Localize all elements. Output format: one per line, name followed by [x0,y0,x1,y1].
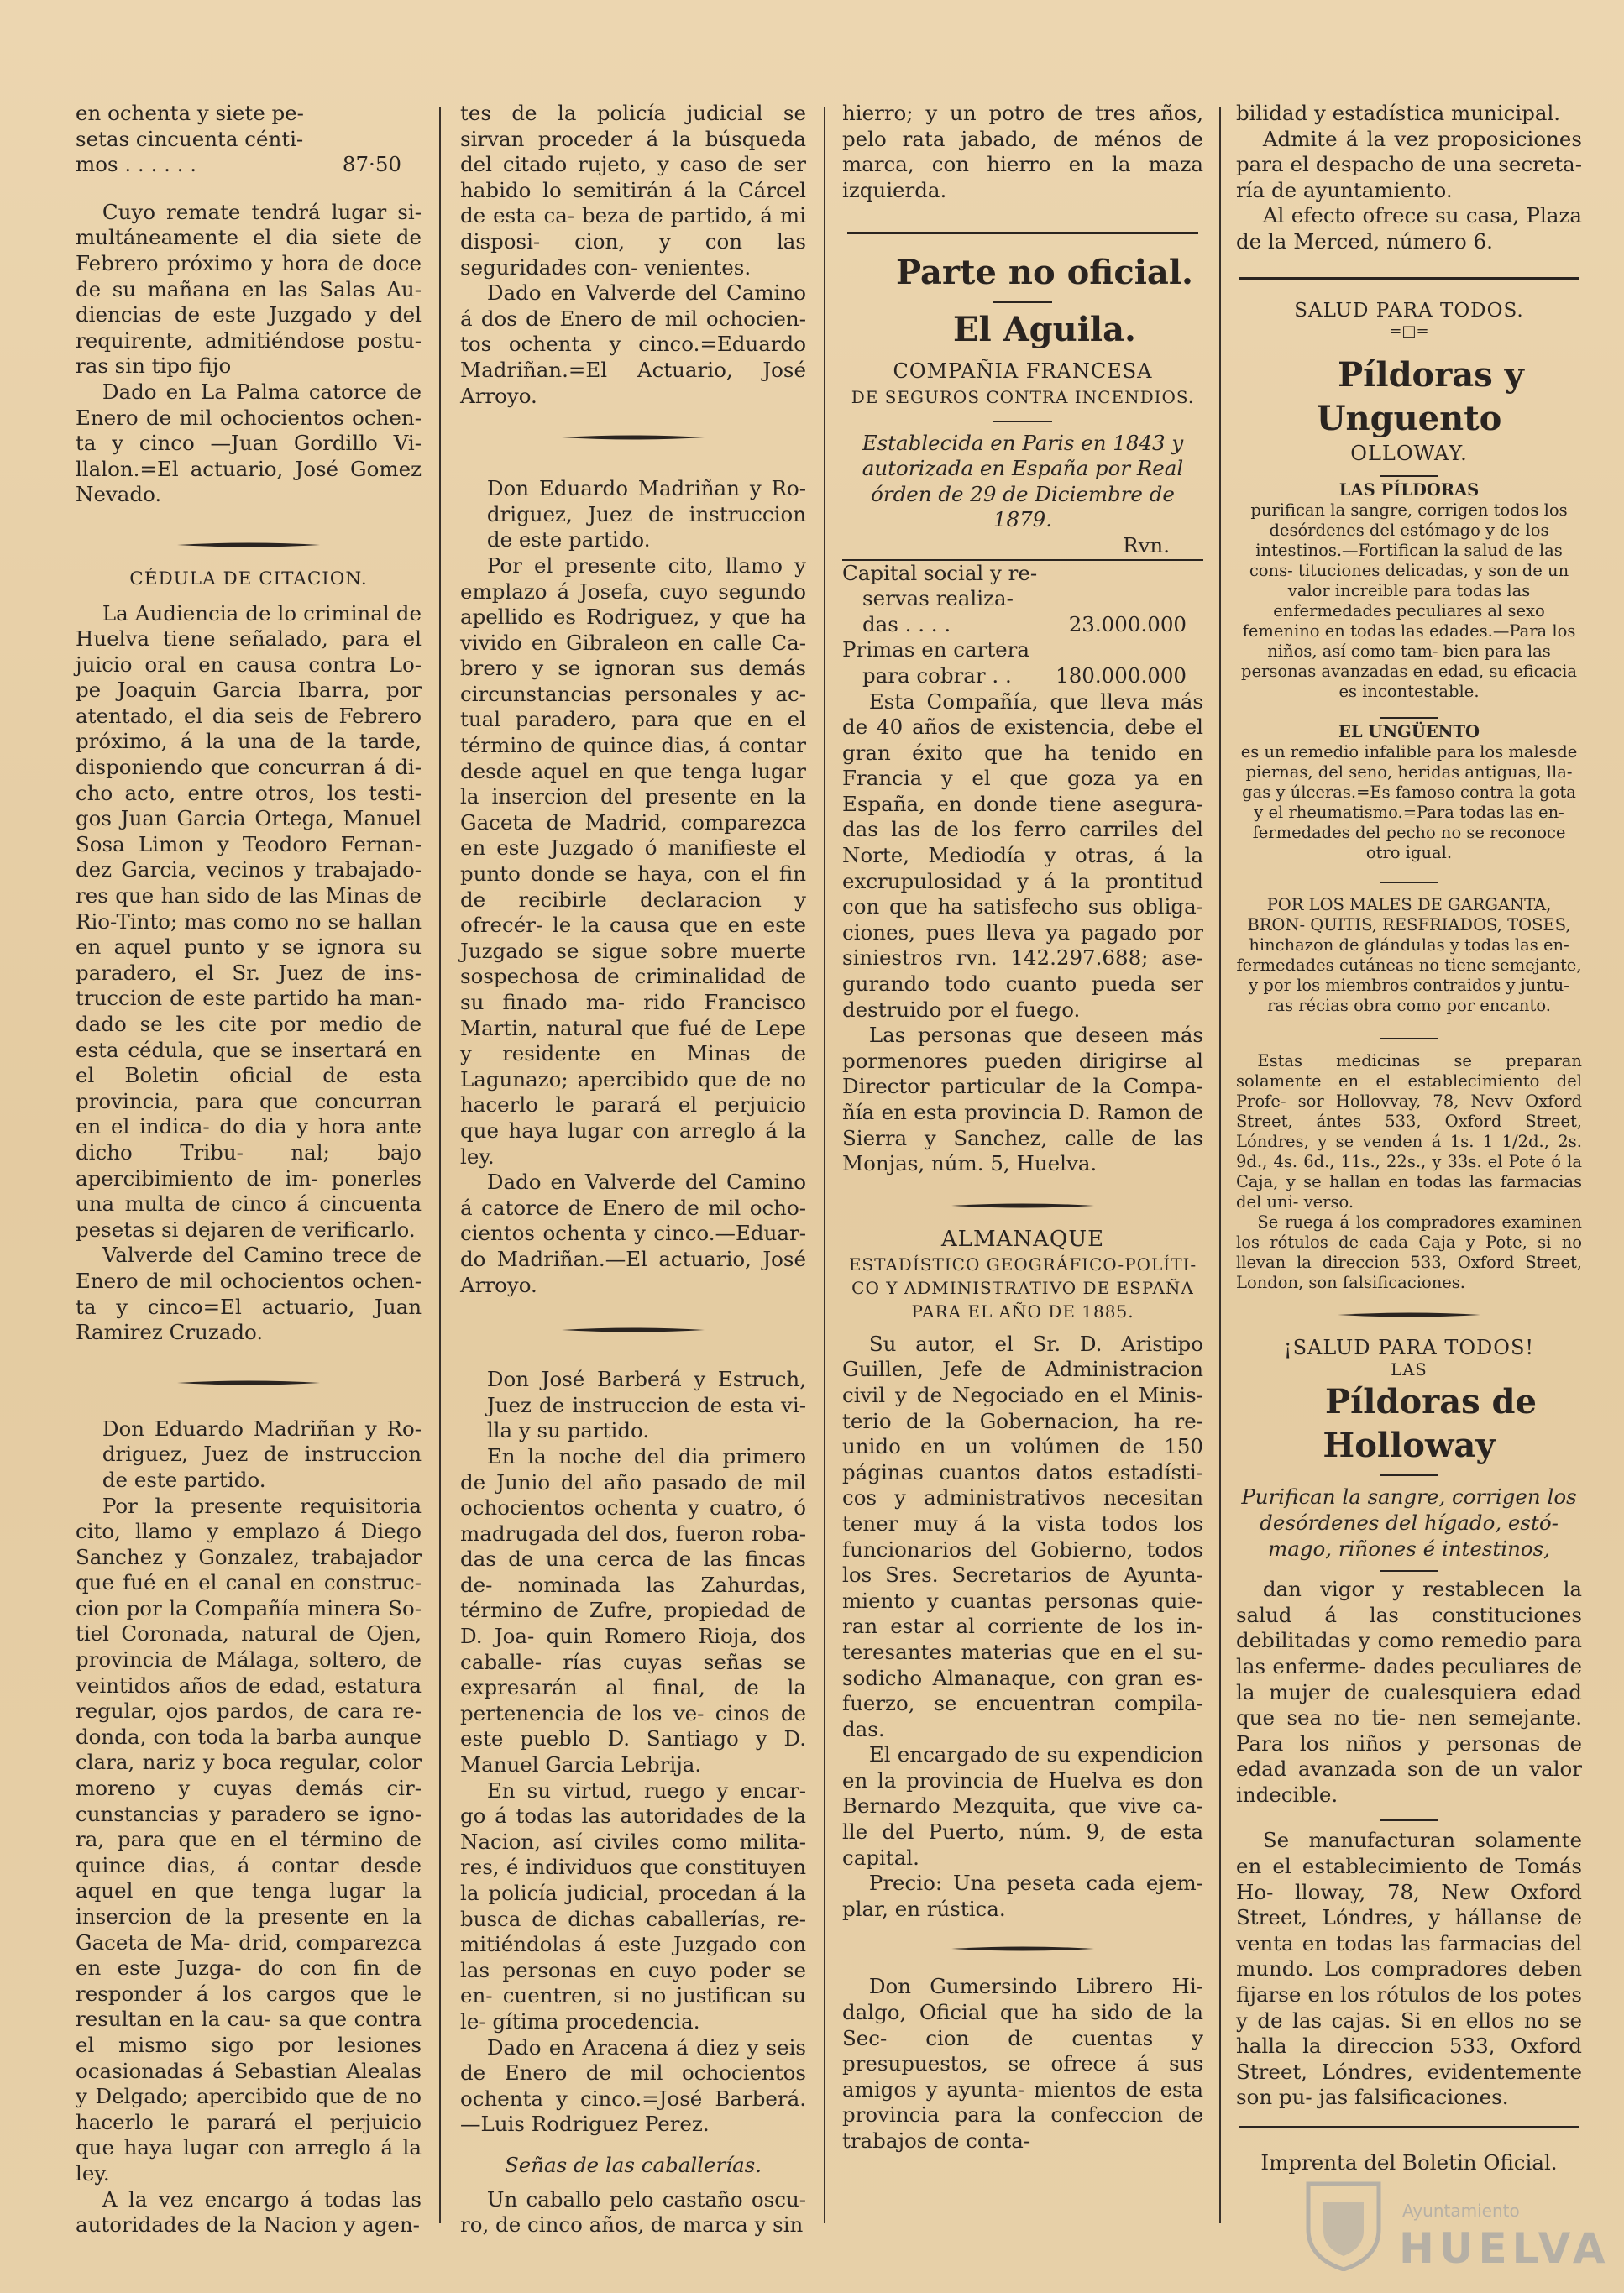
ad-paragraph: es un remedio infalible para los malesde piernas, del seno, heridas antiguas, lla- gas y úlceras.=Es famoso contra la gota y el rheumatismo.=Para todas las en- fermedades del pecho no se reconoce otro igual. [1240,741,1578,862]
column-rule [439,107,441,2223]
paragraph: A la vez encargo á todas las autoridades de la Nacion y agen- [76,2186,422,2238]
paragraph-heading: Don Eduardo Madriñan y Ro- driguez, Juez de instruccion de este partido. [486,476,806,552]
paragraph: Valverde del Camino trece de Enero de mil ochocientos ochen- ta y cinco=El actuario, Juan Ramirez Cruzado. [76,1243,422,1345]
amount-value: 180.000.000 [1056,662,1187,688]
paragraph: En su virtud, ruego y encar- go á todas las autoridades de la Nacion, así civiles como milita- res, é individuos que constituyen la policía judicial, procedan á la busca de dichas caballerías, re- mitiéndolas á este Juzgado con las personas en cuyo poder se en- cuentren, si no justifican su le- gítima procedencia. [460,1777,806,2034]
amount-value: 87·50 [342,152,401,177]
ad-heading: Píldoras de Holloway [1323,1382,1537,1466]
paragraph: Precio: Una peseta cada ejem- plar, en rústica. [842,1871,1203,1921]
company-subtitle: DE SEGUROS CONTRA INCENDIOS. [851,386,1195,407]
ornament-rule [177,1379,320,1386]
text-line: setas cincuenta cénti- [76,126,304,151]
paragraph: Dado en Valverde del Camino á dos de Enero de mil ochocien- tos ochenta y cinco.=Eduardo Madriñan.=El Actuario, José Arroyo. [460,280,806,408]
short-rule [1380,1038,1438,1039]
paragraph: Don Gumersindo Librero Hi- dalgo, Oficial que ha sido de la Sec- cion de cuentas y presupuestos, se ofrece á sus amigos y ayunta- mientos de esta provincia para la confeccion de trabajos de conta- [842,1974,1203,2153]
paragraph-heading: Don José Barberá y Estruch, Juez de instruccion de esta vi- lla y su partido. [486,1367,806,1443]
amount-label: para cobrar . . [862,662,1012,688]
column-3 [842,101,1203,2154]
ad-section-title: EL UNGÜENTO [1338,721,1480,741]
short-rule [1380,717,1438,719]
column-4 [1236,101,1582,2176]
ad-paragraph: Se ruega á los compradores examinen los rótulos de cada Caja y Pote, si no llevan la direccion 533, Oxford Street, London, son falsificaciones. [1236,1212,1582,1292]
ad-paragraph: POR LOS MALES DE GARGANTA, BRON- QUITIS, RESFRIADOS, TOSES, hinchazon de glándulas y todas las en- fermedades cutáneas no tiene semejante, y por los miembros contraidos y juntu- ras récias obra como por encanto. [1236,894,1582,1015]
ad-title: SALUD PARA TODOS. [1294,299,1524,322]
ad-paragraph: Se manufacturan solamente en el establecimiento de Tomás Ho- lloway, 78, New Oxford Street, Lóndres, y hállanse de venta en todas las farmacias del mundo. Los compradores deben fijarse en los rótulos de los potes y de las cajas. Si en ellos no se halla la direccion 533, Oxford Street, Lóndres, evidentemente son pu- jas falsificaciones. [1236,1828,1582,2110]
section-title: CÉDULA DE CITACION. [129,568,368,589]
section-rule [847,232,1198,234]
paragraph: En la noche del dia primero de Junio del año pasado de mil ochocientos ochenta y cuatro, ó madrugada del dos, fueron roba- das de una cerca de las fincas de- nominada las Zahurdas, término de Zufre, propiedad de D. Joa- quin Romero Rioja, dos caballe- rías cuyas señas se expresarán al final, de la pertenencia de los ve- cinos de este pueblo D. Santiago y D. Manuel Garcia Lebrija. [460,1443,806,1777]
ad-paragraph: purifican la sangre, corrigen todos los desórdenes del estómago y de los intestinos.—Fortifican la salud de las cons- tituciones delicadas, y son de un valor increible para todas las enfermedades peculiares al sexo femenino en todas las edades.—Para los niños, así como tam- bien para las personas avanzadas en edad, su eficacia es incontestable. [1241,500,1577,701]
watermark-subtext: Ayuntamiento [1402,2201,1520,2221]
ornament-rule [951,1202,1094,1209]
ornament-rule [951,1945,1094,1952]
column-2 [460,101,806,2238]
paragraph: Cuyo remate tendrá lugar si- multáneamente el dia siete de Febrero próximo y hora de doce de su mañana en las Salas Au- diencias de este Juzgado y del requirente, admitiéndose postu- ras sin tipo fijo [76,199,422,379]
text-line: servas realiza- [862,586,1014,611]
paragraph: hierro; y un potro de tres años, pelo rata jabado, de ménos de marca, con hierro en la maza izquierda. [842,101,1203,202]
amount-row [842,663,1203,689]
paragraph: Su autor, el Sr. D. Aristipo Guillen, Jefe de Administracion civil y de Negociado en el Minis- terio de la Gobernacion, ha re- unido en un volúmen de 150 páginas cuantos datos estadísti- cos y administrativos necesitan tener muy á la vista todos los funcionarios del Gobierno, todos los Sres. Secretarios de Ayunta- miento y cuantas personas quie- ran estar al corriente de los in- teresantes materias que en el su- sodicho Almanaque, con gran es- fuerzo, se encuentran compila- das. [842,1331,1203,1741]
ornament-rule [562,434,705,441]
text-line: Primas en cartera [842,637,1030,662]
amount-label: mos . . . . . . [76,152,197,177]
column-rule [1219,107,1221,2223]
ornament-rule [177,542,320,548]
short-rule [993,421,1052,422]
paragraph: Por el presente cito, llamo y emplazo á Josefa, cuyo segundo apellido es Rodriguez, y que ha vivido en Gibraleon en calle Ca- brero y se ignoran sus demás circunstancias personales y ac- tual paradero, para que en el término de quince dias, á contar desde aquel en que tenga lugar la insercion del presente en la Gaceta de Madrid, comparezca en este Juzgado ó manifieste el punto donde se haya, con el fin de recibirle declaracion y ofrecér- le la causa que en este Juzgado se sigue sobre muerte sospechosa de criminalidad de su finado ma- rido Francisco Martin, natural que fué de Lepe y residente en Minas de Lagunazo; apercibido que de no hacerlo le parará el perjuicio que haya lugar con arreglo á la ley. [460,552,806,1169]
paragraph: Admite á la vez proposiciones para el despacho de una secreta- ría de ayuntamiento. [1236,126,1582,202]
ornament-rule [1338,1311,1480,1318]
company-established: Establecida en Paris en 1843 y autorizada en España por Real órden de 29 de Diciembre de 1879. [862,430,1184,532]
amount-label: das . . . . [862,611,951,636]
ornament-rule [562,1327,705,1333]
ad-subheading: OLLOWAY. [1350,442,1468,466]
ad-heading: Píldoras y Unguento [1316,355,1524,439]
currency-label: Rvn. [1123,532,1170,558]
ad-paragraph: Estas medicinas se preparan solamente en el establecimiento del Profe- sor Hollovvay, 78, Nevv Oxford Street, ántes 533, Oxford Street, Lóndres, y se venden á 1s. 1 1/2d., 2s. 9d., 4s. 6d., 11s., 22s., y 33s. el Pote ó la Caja, y se hallan en todas las farmacias del uni- verso. [1236,1050,1582,1212]
crest-icon [1300,2177,1387,2271]
paragraph: Dado en Valverde del Camino á catorce de Enero de mil ocho- cientos ochenta y cinco.—Eduar- do Madriñan.—El actuario, José Arroyo. [460,1170,806,1297]
section-title: ALMANAQUE [940,1226,1105,1252]
short-rule [1380,1819,1438,1821]
paragraph: Dado en Aracena á diez y seis de Enero de mil ochocientos ochenta y cinco.=José Barberá. —Luis Rodriguez Perez. [460,2034,806,2137]
paragraph: Al efecto ofrece su casa, Plaza de la Merced, número 6. [1236,203,1582,254]
section-heading: Parte no oficial. [896,253,1193,293]
ad-tagline: Purifican la sangre, corrigen los desórdenes del hígado, estó- mago, riñones é intestinos, [1241,1484,1577,1561]
paragraph: La Audiencia de lo criminal de Huelva tiene señalado, para el juicio oral en causa contra Lo- pe Joaquin Garcia Ibarra, por atentado, el dia seis de Febrero próximo, á la una de la tarde, disponiendo que concurran á di- cho acto, entre otros, los testi- gos Juan Garcia Ortega, Manuel Sosa Limon y Teodoro Fernan- dez Garcia, vecinos y trabajado- res que han sido de las Minas de Rio-Tinto; mas como no se hallan en aquel punto y se ignora su paradero, el Sr. Juez de ins- truccion de este partido ha man- dado se les cite por medio de esta cédula, que se insertará en el Boletin oficial de esta provincia, para que concurran en el indica- do dia y hora ante dicho Tribu- nal; bajo apercibimiento de im- ponerles una multa de cinco á cincuenta pesetas si dejaren de verificarlo. [76,600,422,1242]
watermark-logo [1300,2177,1611,2276]
short-rule [993,301,1052,303]
paragraph: Esta Compañía, que lleva más de 40 años de existencia, debe el gran éxito que ha tenido en Francia y el que goza ya en España, en donde tiene asegura- das las de los ferro carriles del Norte, Mediodía y otras, á la excrupulosidad y á la prontitud con que ha satisfecho sus obliga- ciones, pues lleva ya pagado por siniestros rvn. 142.297.688; ase- gurando todo cuanto pueda ser destruido por el fuego. [842,688,1203,1022]
ad-title: ¡SALUD PARA TODOS! [1283,1335,1535,1359]
paragraph: Dado en La Palma catorce de Enero de mil ochocientos ochen- ta y cinco —Juan Gordillo Vi- llalon.=El actuario, José Gomez Nevado. [76,379,422,507]
short-rule [1380,1474,1438,1476]
section-rule [1239,2126,1579,2128]
ad-subtitle: LAS [1391,1360,1428,1380]
paragraph: bilidad y estadística municipal. [1236,101,1561,125]
paragraph: Por la presente requisitoria cito, llamo y emplazo á Diego Sanchez y Gonzalez, trabajador que fué en el canal en construc- cion por la Compañía minera So- tiel Coronada, natural de Ojen, provincia de Málaga, soltero, de veintidos años de edad, estatura regular, ojos pardos, de cara re- donda, con toda la barba aunque clara, nariz y boca regular, color moreno y cuyas demás cir- cunstancias y paradero se igno- ra, para que en el término de quince dias, á contar desde aquel en que tenga lugar la insercion de la presente en la Gaceta de Ma- drid, comparezca en este Juzga- do con fin de responder á los cargos que le resultan en la cau- sa que contra el mismo sigo por lesiones ocasionadas á Sebastian Alealas y Delgado; apercibido que de no hacerlo le parará el perjuicio que haya lugar con arreglo á la ley. [76,1493,422,2186]
paragraph-heading: Don Eduardo Madriñan y Ro- driguez, Juez de instruccion de este partido. [102,1416,422,1492]
text-line: Capital social y re- [842,560,1038,585]
paragraph: Las personas que deseen más pormenores pueden dirigirse al Director particular de la Compa- ñía en esta provincia D. Ramon de Sierra y Sanchez, calle de las Monjas, núm. 5, Huelva. [842,1023,1203,1176]
ad-section-title: LAS PÍLDORAS [1338,479,1480,500]
ad-paragraph: dan vigor y restablecen la salud á las constituciones debilitadas y como remedio para las enferme- dades peculiares de la mujer de cualesquiera edad que sea no tie- nen semejante. Para los niños y personas de edad avanzada son de un valor indecible. [1236,1577,1582,1807]
watermark-word: HUELVA [1399,2224,1611,2273]
amount-value: 23.000.000 [1068,611,1187,636]
paragraph: Un caballo pelo castaño oscu- ro, de cinco años, de marca y sin [460,2186,806,2238]
section-title: Señas de las caballerías. [504,2152,762,2177]
section-heading: El Aguila. [953,310,1136,350]
column-rule [824,107,825,2223]
section-rule [1239,277,1579,280]
paragraph: tes de la policía judicial se sirvan proceder á la búsqueda del citado rujeto, y caso de ser habido lo semitirán á la Cárcel de esta ca- beza de partido, á mi disposi- cion, y con las seguridades con- venientes. [460,101,806,280]
section-subtitle: ESTADÍSTICO GEOGRÁFICO-POLÍTI- CO Y ADMINISTRATIVO DE ESPAÑA PARA EL AÑO DE 1885. [848,1254,1197,1322]
amount-row [842,612,1203,638]
short-rule [1380,1570,1438,1572]
text-line: en ochenta y siete pe- [76,101,304,125]
short-rule [1380,475,1438,477]
amount-row [76,152,422,178]
paragraph: El encargado de su expendicion en la provincia de Huelva es don Bernardo Mezquita, que vive ca- lle del Puerto, núm. 9, de esta capital. [842,1742,1203,1870]
column-1 [76,101,422,2238]
short-rule [1380,882,1438,883]
ad-divider: =□= [1389,322,1429,341]
printer-imprint: Imprenta del Boletin Oficial. [1260,2150,1558,2175]
company-name: COMPAÑIA FRANCESA [893,359,1153,384]
